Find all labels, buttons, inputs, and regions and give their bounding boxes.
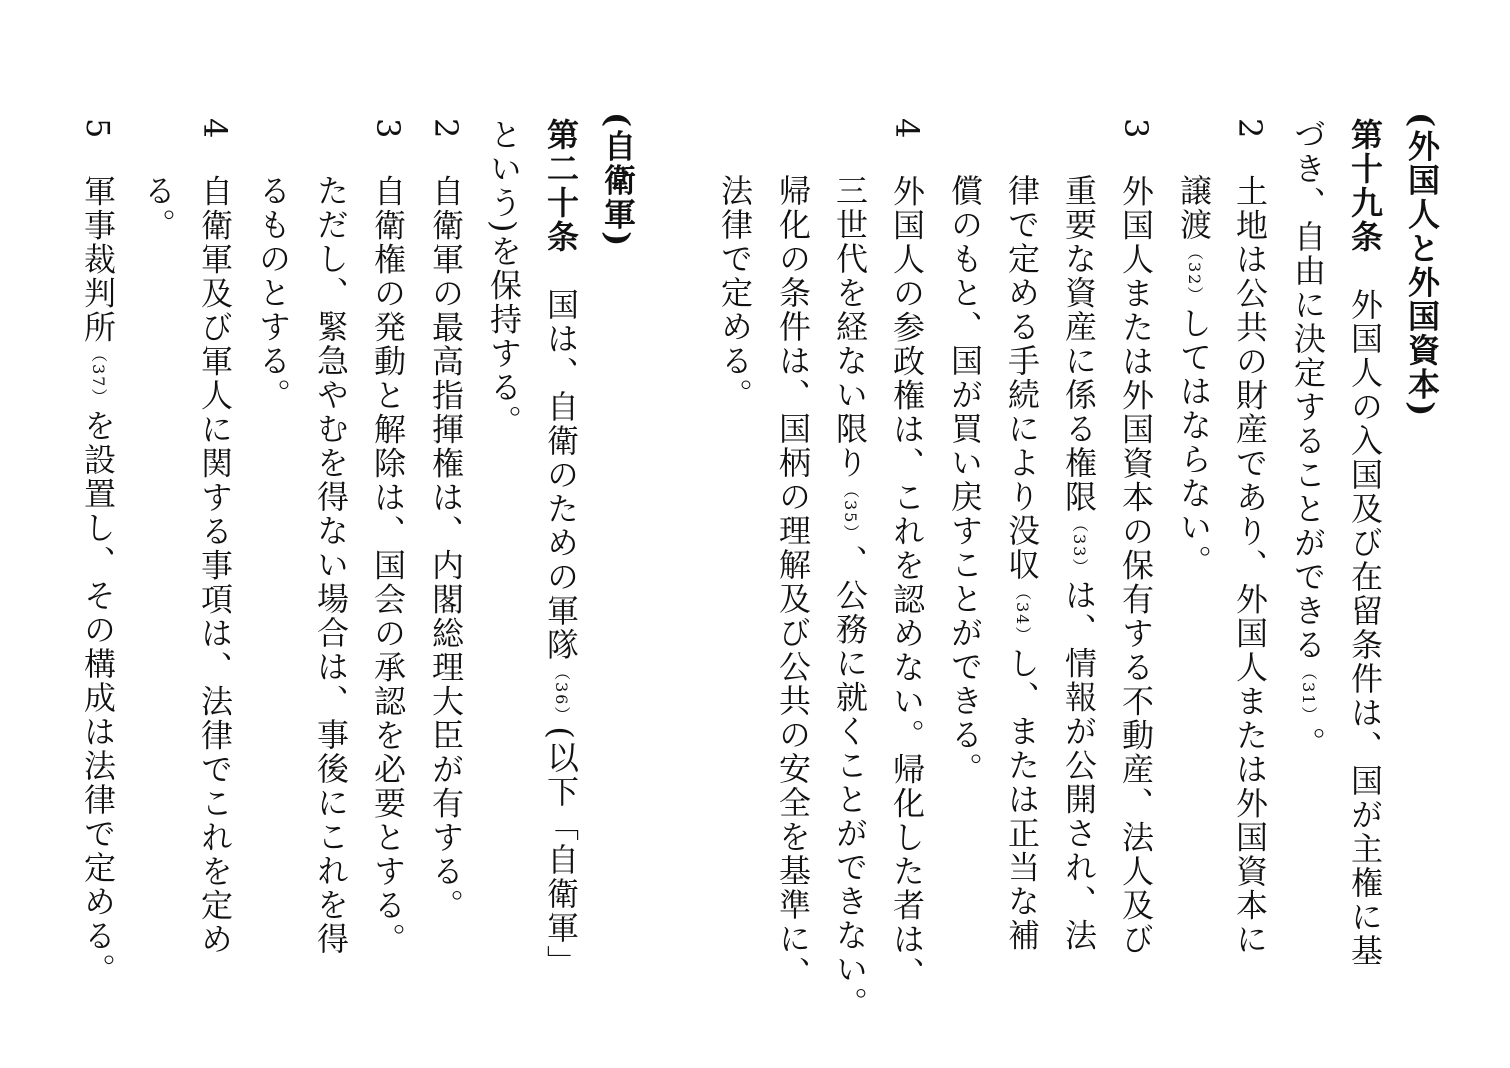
article20-para4-line2 xyxy=(130,174,186,242)
spacer xyxy=(79,140,117,174)
article19-para4-a: 外国人の参政権は、これを認めない。帰化した者は、 xyxy=(888,174,926,991)
article20-para3-line2 xyxy=(303,174,359,956)
article20-para3-line1 xyxy=(360,118,416,956)
article20-para5-b: を設置し、その構成は法律で定める。 xyxy=(79,408,117,987)
article20-para1-b: という)を保持する。 xyxy=(485,118,523,439)
article19-para4-b1: 三世代を経ない限り xyxy=(831,174,869,480)
article19-para2-line2 xyxy=(1166,174,1222,578)
article20-para4-line1 xyxy=(187,118,243,956)
footnote-ref-35[interactable]: （35） xyxy=(841,482,860,543)
spacer xyxy=(1117,140,1155,174)
article19-para4-line4 xyxy=(707,174,763,412)
paragraph-number: 2 xyxy=(1231,118,1269,141)
article19-para4-line1 xyxy=(879,118,935,990)
article19-para2-a: 土地は公共の財産であり、外国人または外国資本に xyxy=(1231,174,1269,957)
article20-para4-b: る。 xyxy=(139,174,177,242)
article19-para4-c: 帰化の条件は、国柄の理解及び公共の安全を基準に、 xyxy=(774,174,812,990)
spacer xyxy=(427,140,465,174)
paragraph-number: 4 xyxy=(196,118,234,141)
footnote-ref-32[interactable]: （32） xyxy=(1185,244,1204,305)
article19-para2-line1 xyxy=(1222,118,1278,956)
article20-para1-a1: 国は、自衛のための軍隊 xyxy=(542,288,580,662)
article19-para3-line3 xyxy=(994,174,1050,952)
article19-para3-d: 償のもと、国が買い戻すことができる。 xyxy=(946,174,984,786)
article19-para1-line2 xyxy=(1280,118,1336,760)
article20-para4-a: 自衛軍及び軍人に関する事項は、法律でこれを定め xyxy=(196,174,234,957)
article20-para3-b: ただし、緊急やむを得ない場合は、事後にこれを得 xyxy=(312,174,350,956)
footnote-ref-31[interactable]: （31） xyxy=(1299,664,1318,725)
article19-para3-a: 外国人または外国資本の保有する不動産、法人及び xyxy=(1117,174,1155,957)
article19-para1-end: 。 xyxy=(1289,726,1327,761)
footnote-ref-37[interactable]: （37） xyxy=(89,346,108,407)
article19-para3-c1: 律で定める手続により没収 xyxy=(1003,174,1041,582)
article19-para1-line1 xyxy=(1337,118,1393,968)
article20-para1-line2 xyxy=(476,118,532,438)
article20-heading: (自衛軍) xyxy=(599,112,637,249)
article19-para4-b2: 、公務に就くことができない。 xyxy=(831,544,869,1021)
article19-para1-a: 外国人の入国及び在留条件は、国が主権に基 xyxy=(1346,288,1384,968)
article19-heading: (外国人と外国資本) xyxy=(1403,112,1441,419)
article19-para3-c2: し、または正当な補 xyxy=(1003,646,1041,953)
spacer xyxy=(542,254,580,288)
spacer xyxy=(1231,140,1269,174)
article20-para3-line3 xyxy=(245,174,301,412)
article20-para2: 自衛軍の最高指揮権は、内閣総理大臣が有する。 xyxy=(427,174,465,923)
article19-para4-d: 法律で定める。 xyxy=(716,174,754,412)
footnote-ref-34[interactable]: （34） xyxy=(1013,584,1032,645)
article20-para3-a: 自衛権の発動と解除は、国会の承認を必要とする。 xyxy=(369,174,407,957)
footnote-ref-33[interactable]: （33） xyxy=(1070,516,1089,577)
article19-para1-b: づき、自由に決定することができる xyxy=(1289,118,1327,662)
article20-para1-line1 xyxy=(533,118,589,979)
article20-para5-line1 xyxy=(70,118,126,987)
article19-para2-b: 譲渡 xyxy=(1175,174,1213,242)
article19-para2-c: してはならない。 xyxy=(1175,306,1213,579)
paragraph-number: 4 xyxy=(888,118,926,141)
paragraph-number: 3 xyxy=(369,118,407,141)
article20-para1-a2: (以下「自衛軍」 xyxy=(542,726,580,979)
article20-para5-a: 軍事裁判所 xyxy=(79,174,117,345)
paragraph-number: 5 xyxy=(79,118,117,141)
spacer xyxy=(196,140,234,174)
article19-para3-b2: は、情報が公開され、法 xyxy=(1060,578,1098,953)
paragraph-number: 3 xyxy=(1117,118,1155,141)
article20-para2-line1 xyxy=(418,118,474,922)
spacer xyxy=(1346,254,1384,288)
paragraph-number: 2 xyxy=(427,118,465,141)
article20-title: 第二十条 xyxy=(542,118,580,254)
article19-para3-line1 xyxy=(1108,118,1164,956)
spacer xyxy=(888,140,926,174)
article19-para3-line4 xyxy=(937,174,993,786)
article19-para4-line2 xyxy=(822,174,878,1020)
article19-para3-line2 xyxy=(1051,174,1107,952)
footnote-ref-36[interactable]: （36） xyxy=(552,664,571,725)
article19-para3-b1: 重要な資産に係る権限 xyxy=(1060,174,1098,514)
article19-title: 第十九条 xyxy=(1346,118,1384,254)
article20-para3-c: るものとする。 xyxy=(254,174,292,412)
spacer xyxy=(369,140,407,174)
article19-para4-line3 xyxy=(765,174,821,990)
